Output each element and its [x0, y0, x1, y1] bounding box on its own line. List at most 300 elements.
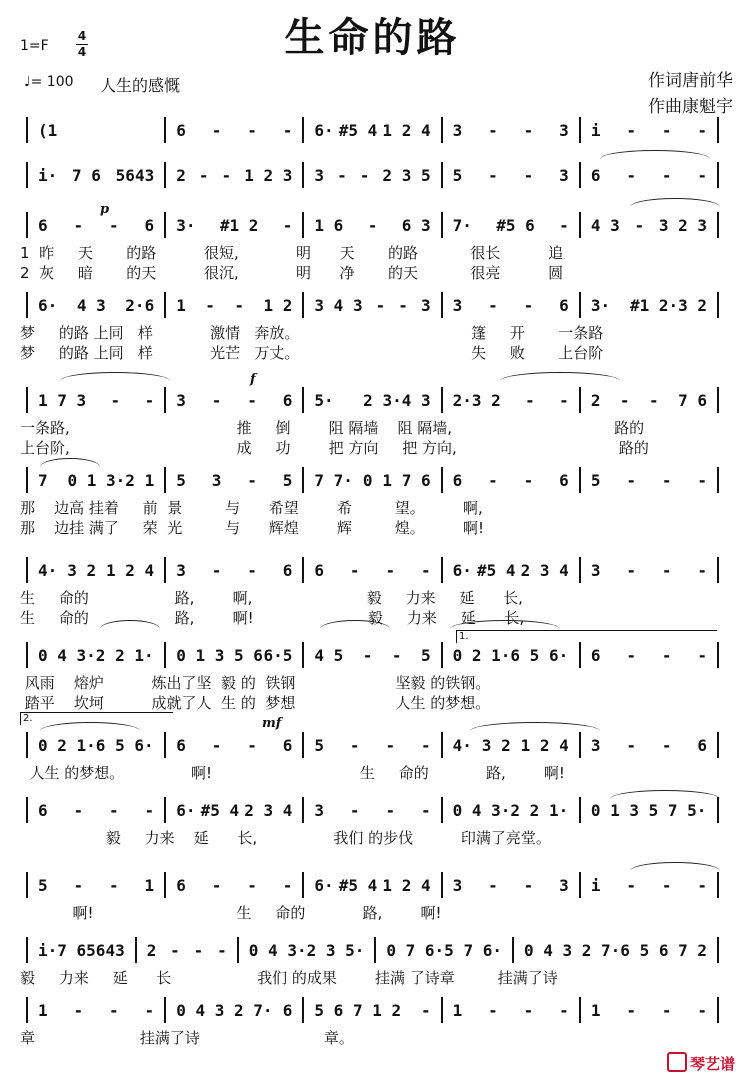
- note: 3: [211, 470, 222, 490]
- measure: [172, 876, 296, 895]
- note: #5 4: [338, 120, 378, 140]
- note: -: [198, 165, 209, 185]
- note: 1 2 4: [382, 120, 431, 140]
- barline: [717, 937, 719, 963]
- note: -: [362, 645, 373, 665]
- note: -: [367, 215, 378, 235]
- measure: [310, 876, 434, 895]
- note: 3: [176, 390, 186, 410]
- measure: [310, 166, 434, 185]
- note: 0 1 3 5 6: [176, 645, 263, 665]
- note: 5643: [86, 940, 125, 960]
- note: #1 2·3 2: [629, 295, 708, 315]
- measure: [449, 216, 573, 235]
- notes-row-1: [20, 160, 725, 190]
- measure: [34, 121, 158, 140]
- note: 4 3: [76, 295, 106, 315]
- composer: 作曲康魁宇: [648, 97, 733, 117]
- note: -: [170, 940, 180, 960]
- note: 5: [176, 470, 186, 490]
- measure: [34, 801, 158, 820]
- dynamic-mf: mf: [262, 716, 282, 731]
- note: -: [697, 875, 707, 895]
- slur-mark: [500, 372, 620, 381]
- note: -: [488, 875, 498, 895]
- note: 3: [420, 295, 431, 315]
- note: -: [247, 875, 257, 895]
- note: -: [697, 645, 707, 665]
- note: -: [661, 470, 672, 490]
- note: 0 4 3·2 3 5·: [248, 940, 365, 960]
- subtitle: 人生的感慨: [100, 76, 181, 95]
- slur-mark: [630, 862, 720, 871]
- note: 5643: [115, 165, 155, 185]
- note: -: [144, 1000, 155, 1020]
- measure: [449, 736, 573, 755]
- note: 5 6 7 1 2: [314, 1000, 402, 1020]
- logo-icon: [667, 1052, 687, 1072]
- note: -: [626, 735, 636, 755]
- slur-mark: [600, 150, 710, 159]
- note: 0 4 3 2 7·: [176, 1000, 273, 1020]
- measure: [382, 941, 506, 960]
- measure: [172, 216, 296, 235]
- barline: [26, 212, 28, 238]
- notes-row-12: [20, 995, 725, 1025]
- note: 3·: [590, 295, 611, 315]
- note: -: [661, 645, 672, 665]
- note: -: [559, 390, 569, 410]
- note: 3 2: [481, 735, 511, 755]
- lyric-line: 生 命的 路, 啊, 毅 力来 延 长,: [20, 589, 523, 607]
- note: 5: [282, 470, 293, 490]
- barline: [26, 797, 28, 823]
- note: -: [523, 295, 534, 315]
- notes-row-7: [20, 640, 725, 670]
- time-top: 4: [77, 29, 87, 43]
- note: #1 2: [219, 215, 259, 235]
- note: -: [73, 215, 84, 235]
- note: 7 6: [57, 940, 87, 960]
- note: 5: [452, 165, 463, 185]
- volta-second: 2.: [20, 712, 173, 725]
- barline: [26, 162, 28, 188]
- measure: [310, 1001, 434, 1020]
- measure: [172, 391, 296, 410]
- note: -: [661, 560, 672, 580]
- barline: [579, 797, 581, 823]
- note: -: [337, 165, 347, 185]
- measure: [34, 391, 158, 410]
- note: 4 5: [314, 645, 344, 665]
- note: 1: [590, 1000, 601, 1020]
- note: #5 6: [496, 215, 535, 235]
- note: #5 4: [476, 560, 516, 580]
- note: -: [211, 390, 222, 410]
- measure: [172, 736, 296, 755]
- barline: [135, 937, 137, 963]
- note: i: [590, 120, 601, 140]
- lyric-line: 那 边高 挂着 前 景 与 希望 希 望。 啊,: [20, 499, 483, 517]
- barline: [302, 387, 304, 413]
- time-signature: [76, 30, 88, 59]
- barline: [441, 872, 443, 898]
- barline: [26, 292, 28, 318]
- note: -: [247, 560, 257, 580]
- song-title: 生命的路: [284, 15, 461, 61]
- note: 6: [590, 165, 601, 185]
- measure: [587, 391, 711, 410]
- note: 5: [420, 645, 431, 665]
- note: -: [488, 120, 498, 140]
- note: 6: [314, 560, 325, 580]
- barline: [717, 467, 719, 493]
- measure: [449, 121, 573, 140]
- note: 0 4 3 2 7·6 5 6 7 2: [523, 940, 707, 960]
- note: -: [523, 120, 534, 140]
- note: -: [697, 470, 707, 490]
- note: #5 4: [200, 800, 240, 820]
- note: 2 3 4: [520, 560, 569, 580]
- barline: [579, 387, 581, 413]
- note: 6·: [38, 295, 58, 315]
- measure: [587, 561, 711, 580]
- measure: [310, 391, 434, 410]
- measure: [34, 296, 158, 315]
- note: -: [697, 165, 707, 185]
- notes-row-11: [20, 935, 725, 965]
- note: 6·: [314, 120, 334, 140]
- measure: [172, 166, 296, 185]
- notes-row-0: [20, 115, 725, 145]
- note: -: [144, 800, 155, 820]
- note: 0 7 6·5 7 6·: [386, 940, 502, 960]
- note: -: [247, 470, 257, 490]
- note: -: [247, 735, 257, 755]
- note: 2 3 5: [382, 165, 431, 185]
- note: 7: [38, 470, 48, 490]
- note: -: [649, 390, 659, 410]
- slur-mark: [40, 458, 100, 467]
- note: 6: [452, 470, 463, 490]
- site-logo: [667, 1052, 735, 1074]
- barline: [717, 557, 719, 583]
- barline: [717, 117, 719, 143]
- note: 3 2 3: [658, 215, 707, 235]
- measure: [310, 216, 434, 235]
- barline: [579, 732, 581, 758]
- note: -: [661, 735, 672, 755]
- note: -: [626, 645, 636, 665]
- note: -: [488, 470, 498, 490]
- lyric-line: 风雨 熔炉 炼出了坚 毅 的 铁钢 坚毅 的铁钢。: [20, 674, 491, 692]
- note: 1 2 4: [520, 735, 569, 755]
- measure: [449, 391, 573, 410]
- lyric-line: 梦 的路 上同 样 光芒 万丈。 失 败 上台阶: [20, 344, 604, 362]
- note: -: [109, 215, 119, 235]
- note: -: [73, 800, 84, 820]
- note: 2·3 2: [452, 390, 501, 410]
- note: 6·: [314, 875, 334, 895]
- barline: [26, 387, 28, 413]
- note: 7 6: [72, 165, 101, 185]
- barline: [441, 997, 443, 1023]
- note: 1 2 3: [244, 165, 293, 185]
- barline: [579, 292, 581, 318]
- note: 4 3: [590, 215, 620, 235]
- note: 6: [282, 560, 293, 580]
- measure: [172, 471, 296, 490]
- lyric-line: 毅 力来 延 长 我们 的成果 挂满 了诗章 挂满了诗: [20, 969, 558, 987]
- barline: [302, 557, 304, 583]
- barline: [164, 117, 166, 143]
- note: 6·5: [263, 645, 293, 665]
- note: -: [73, 875, 84, 895]
- note: 6·: [176, 800, 196, 820]
- measure: [310, 801, 434, 820]
- note: -: [661, 875, 672, 895]
- measure: [172, 801, 296, 820]
- note: -: [375, 295, 386, 315]
- barline: [26, 642, 28, 668]
- logo-text: 琴艺谱: [689, 1055, 735, 1073]
- note: 3 2: [67, 560, 97, 580]
- note: -: [488, 295, 498, 315]
- note: 6: [282, 390, 293, 410]
- note: -: [73, 1000, 84, 1020]
- note: 4·: [38, 560, 58, 580]
- note: -: [109, 800, 119, 820]
- measure: [172, 1001, 296, 1020]
- lyric-line: 踏平 坎坷 成就了人 生 的 梦想 人生 的梦想。: [20, 694, 491, 712]
- note: -: [282, 215, 293, 235]
- barline: [164, 732, 166, 758]
- barline: [579, 212, 581, 238]
- lyric-line: 生 命的 路, 啊! 毅 力来 延 长,: [20, 609, 525, 627]
- lyric-line: 那 边挂 满了 荣 光 与 辉煌 辉 煌。 啊!: [20, 519, 484, 537]
- note: -: [385, 800, 396, 820]
- lyric-line: 2 灰 暗 的天 很沉, 明 净 的天 很亮 圆: [20, 264, 564, 282]
- note: 1: [144, 875, 155, 895]
- barline: [579, 642, 581, 668]
- note: -: [420, 800, 431, 820]
- barline: [374, 937, 376, 963]
- note: -: [661, 1000, 672, 1020]
- lyric-line: 1 昨 天 的路 很短, 明 天 的路 很长 追: [20, 244, 564, 262]
- note: 0 2 1·6 5 6·: [38, 735, 154, 755]
- barline: [164, 642, 166, 668]
- note: 3: [452, 120, 463, 140]
- measure: [310, 121, 434, 140]
- note: 0 2 1·6 5 6·: [452, 645, 569, 665]
- note: 1: [38, 1000, 48, 1020]
- barline: [717, 797, 719, 823]
- note: -: [697, 560, 707, 580]
- barline: [164, 467, 166, 493]
- barline: [717, 732, 719, 758]
- credits: [648, 68, 733, 120]
- note: 7 6: [678, 390, 707, 410]
- lyric-line: 梦 的路 上同 样 激情 奔放。 篷 开 一条路: [20, 324, 604, 342]
- note: -: [525, 390, 535, 410]
- note: -: [217, 940, 227, 960]
- measure: [587, 121, 711, 140]
- note: -: [385, 560, 396, 580]
- note: 3: [452, 875, 463, 895]
- note: -: [420, 1000, 431, 1020]
- measure: [449, 561, 573, 580]
- barline: [164, 387, 166, 413]
- measure: [34, 166, 158, 185]
- note: -: [110, 390, 121, 410]
- slur-mark: [610, 790, 720, 799]
- barline: [302, 292, 304, 318]
- note: 2: [146, 940, 157, 960]
- barline: [164, 212, 166, 238]
- note: -: [559, 215, 569, 235]
- note: 0 1 3·2 1: [67, 470, 155, 490]
- note: (1: [38, 120, 58, 140]
- lyric-line: 人生 的梦想。 啊! 生 命的 路, 啊!: [20, 764, 565, 782]
- measure: [587, 736, 711, 755]
- barline: [512, 937, 514, 963]
- measure: [449, 646, 573, 665]
- notes-row-5: [20, 465, 725, 495]
- barline: [441, 387, 443, 413]
- barline: [441, 162, 443, 188]
- measure: [449, 876, 573, 895]
- barline: [164, 997, 166, 1023]
- barline: [164, 162, 166, 188]
- note: -: [349, 560, 360, 580]
- note: -: [144, 390, 155, 410]
- measure: [520, 941, 711, 960]
- note: -: [626, 165, 636, 185]
- notes-row-4: [20, 385, 725, 415]
- note: 2 3 4: [244, 800, 293, 820]
- barline: [302, 872, 304, 898]
- note: 5·: [314, 390, 334, 410]
- barline: [579, 872, 581, 898]
- note: 3 4 3: [314, 295, 363, 315]
- measure: [449, 296, 573, 315]
- note: -: [221, 165, 232, 185]
- measure: [587, 296, 711, 315]
- note: -: [523, 875, 534, 895]
- note: 0: [362, 470, 373, 490]
- note: 1: [452, 1000, 463, 1020]
- note: -: [193, 940, 204, 960]
- barline: [26, 872, 28, 898]
- lyric-line: 啊! 生 命的 路, 啊!: [20, 904, 442, 922]
- note: -: [109, 875, 119, 895]
- slur-mark: [470, 722, 600, 731]
- lyric-line: 毅 力来 延 长, 我们 的步伐 印满了亮堂。: [20, 829, 551, 847]
- barline: [26, 557, 28, 583]
- notes-row-3: [20, 290, 725, 320]
- measure: [172, 646, 296, 665]
- note: -: [488, 1000, 498, 1020]
- barline: [441, 117, 443, 143]
- note: -: [523, 165, 534, 185]
- note: 6: [38, 800, 48, 820]
- note: -: [349, 800, 360, 820]
- note: 3: [559, 120, 569, 140]
- measure: [449, 1001, 573, 1020]
- note: -: [626, 560, 636, 580]
- barline: [579, 162, 581, 188]
- barline: [302, 467, 304, 493]
- barline: [26, 732, 28, 758]
- note: 3: [314, 800, 325, 820]
- note: -: [205, 295, 215, 315]
- note: -: [626, 470, 636, 490]
- note: i: [590, 875, 601, 895]
- barline: [441, 467, 443, 493]
- note: -: [247, 120, 257, 140]
- barline: [717, 212, 719, 238]
- note: -: [661, 165, 672, 185]
- note: 1 2: [263, 295, 293, 315]
- barline: [717, 387, 719, 413]
- note: -: [619, 390, 630, 410]
- note: i·: [38, 165, 58, 185]
- note: 3·: [176, 215, 196, 235]
- measure: [587, 166, 711, 185]
- barline: [302, 162, 304, 188]
- note: -: [234, 295, 245, 315]
- note: 6: [176, 120, 186, 140]
- note: 3: [559, 165, 569, 185]
- barline: [26, 997, 28, 1023]
- note: 4·: [452, 735, 472, 755]
- note: 1 2 4: [382, 875, 431, 895]
- measure: [34, 1001, 158, 1020]
- note: 6: [282, 1000, 293, 1020]
- note: 3: [590, 735, 601, 755]
- note: 2 3·4 3: [363, 390, 431, 410]
- tempo-marking: ♩= 100: [24, 74, 74, 90]
- note: -: [282, 120, 293, 140]
- barline: [717, 872, 719, 898]
- note: -: [661, 120, 672, 140]
- slur-mark: [630, 198, 720, 207]
- barline: [441, 797, 443, 823]
- note: -: [391, 645, 402, 665]
- barline: [441, 212, 443, 238]
- note: i·: [38, 940, 58, 960]
- measure: [310, 736, 434, 755]
- lyric-line: 上台阶, 成 功 把 方向 把 方向, 路的: [20, 439, 649, 457]
- note: -: [420, 735, 431, 755]
- note: 6: [697, 735, 707, 755]
- barline: [164, 557, 166, 583]
- measure: [34, 216, 158, 235]
- barline: [717, 292, 719, 318]
- barline: [26, 117, 28, 143]
- note: 5: [314, 735, 325, 755]
- lyricist: 作词唐前华: [648, 71, 733, 91]
- measure: [34, 736, 158, 755]
- note: 6·: [452, 560, 472, 580]
- dynamic-p: p: [100, 202, 110, 217]
- key-signature: 1=F: [20, 38, 49, 54]
- note: -: [282, 875, 293, 895]
- note: 6: [282, 735, 293, 755]
- notes-row-6: [20, 555, 725, 585]
- note: 1: [176, 295, 186, 315]
- barline: [717, 997, 719, 1023]
